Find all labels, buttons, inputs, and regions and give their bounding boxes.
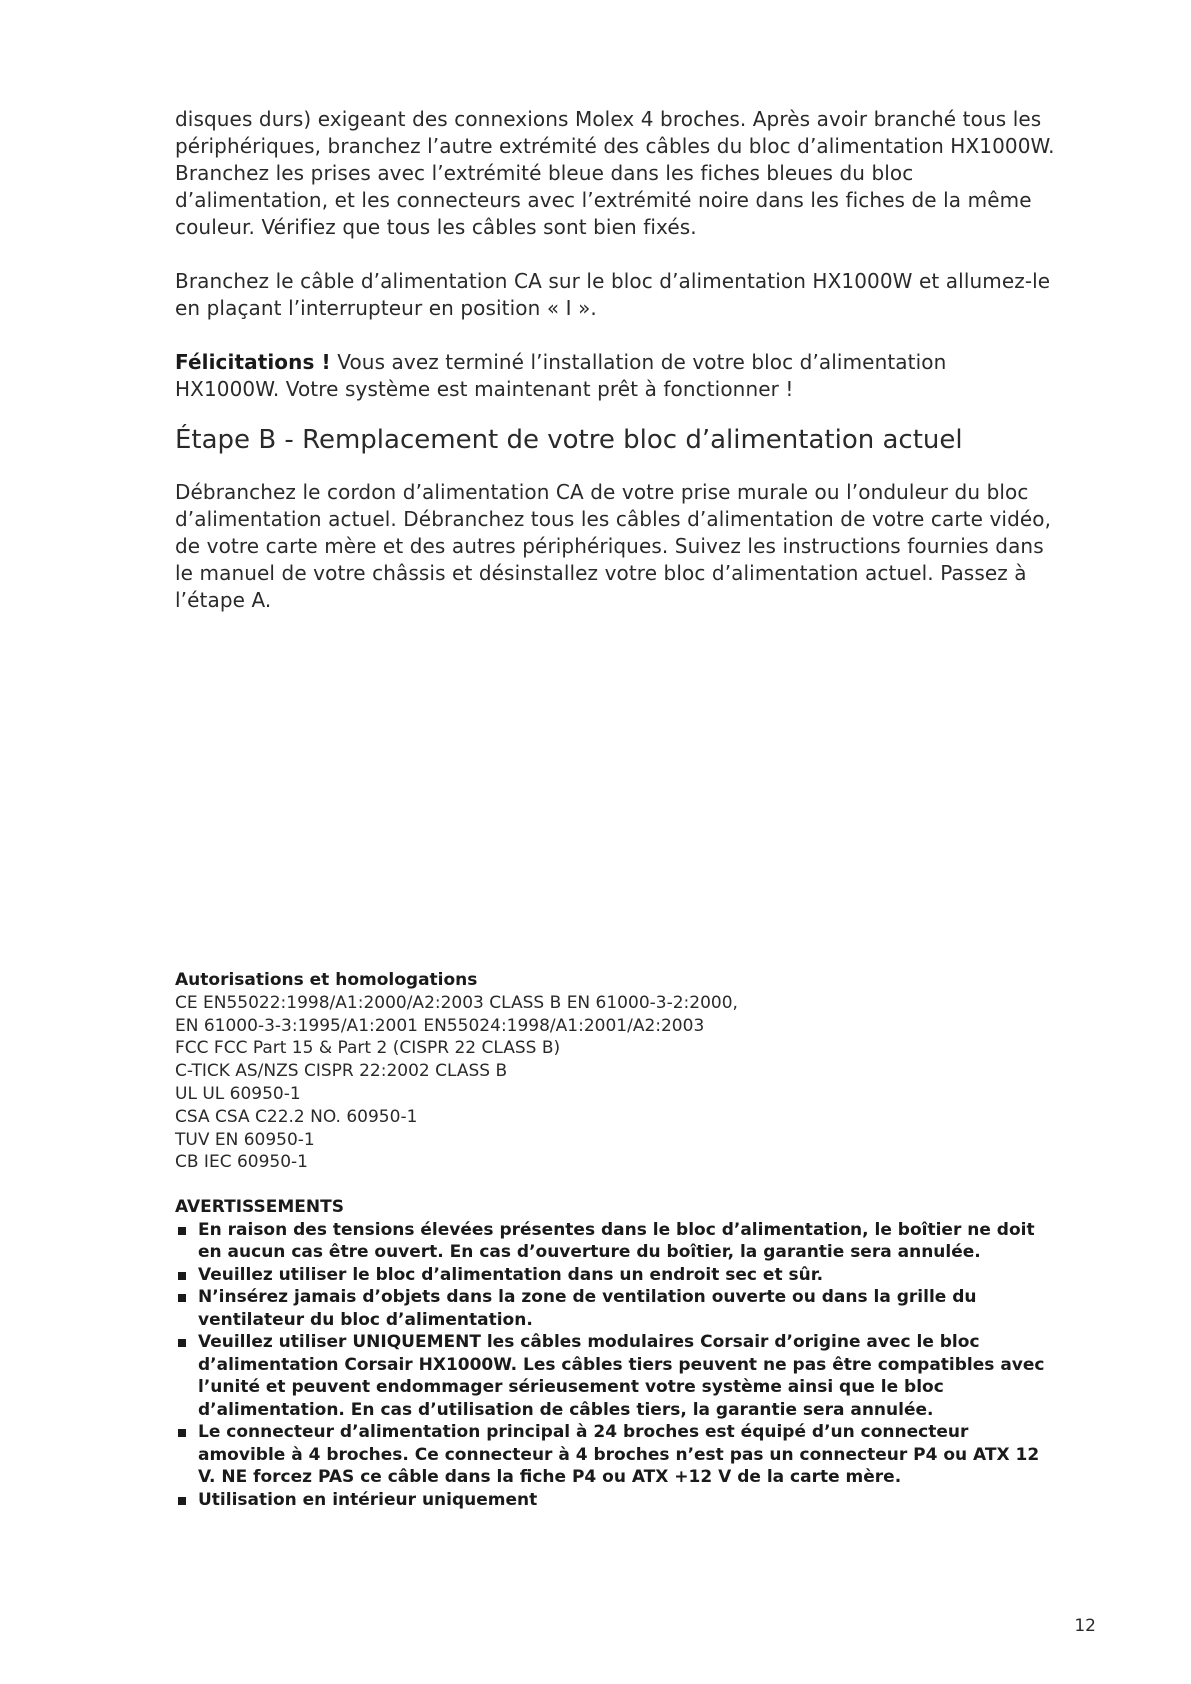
warnings-list [175,1219,1055,1512]
square-bullet-icon [178,1227,186,1235]
certification-line: TUV EN 60950-1 [175,1129,315,1150]
paragraph-step-b: Débranchez le cordon d’alimentation CA de votre prise murale ou l’onduleur du bloc d’alimentation actuel. Débranchez tous les câbles d’alimentation de votre carte vidéo, de votre carte mère et des autres périphériques. Suivez les instructions fournies dans le manuel de votre châssis et désinstallez votre bloc d’alimentation actuel. Passez à l’étape A. [175,480,1052,612]
warning-item [175,1219,1055,1264]
certification-line: UL UL 60950-1 [175,1083,301,1104]
warning-item [175,1489,1055,1512]
certification-line: C-TICK AS/NZS CISPR 22:2002 CLASS B [175,1061,508,1082]
warning-text: Utilisation en intérieur uniquement [198,1489,538,1510]
warning-text: N’insérez jamais d’objets dans la zone de ventilation ouverte ou dans la grille du ventilateur du bloc d’alimentation. [198,1287,977,1330]
main-content [175,106,1055,641]
square-bullet-icon [178,1294,186,1302]
certification-line: FCC FCC Part 15 & Part 2 (CISPR 22 CLASS B) [175,1038,561,1059]
warnings-title: AVERTISSEMENTS [175,1197,344,1217]
warning-item [175,1331,1055,1421]
square-bullet-icon [178,1339,186,1347]
warning-text: Le connecteur d’alimentation principal à 24 broches est équipé d’un connecteur amovible à 4 broches. Ce connecteur à 4 broches n’est pas un connecteur P4 ou ATX 12 V. NE forcez PAS ce câble dans la fiche P4 ou ATX +12 V de la carte mère. [198,1422,1040,1487]
square-bullet-icon [178,1272,186,1280]
congratulations-label: Félicitations ! [175,350,331,374]
square-bullet-icon [178,1497,186,1505]
warning-text: Veuillez utiliser UNIQUEMENT les câbles modulaires Corsair d’origine avec le bloc d’alimentation Corsair HX1000W. Les câbles tiers peuvent ne pas être compatibles avec l’unité et peuvent endommager sérieusement votre système ainsi que le bloc d’alimentation. En cas d’utilisation de câbles tiers, la garantie sera annulée. [198,1332,1045,1420]
paragraph-congratulations [175,349,1055,403]
warnings-section [175,1196,1055,1511]
certification-line: EN 61000-3-3:1995/A1:2001 EN55024:1998/A1:2001/A2:2003 [175,1015,705,1036]
square-bullet-icon [178,1429,186,1437]
warning-text: Veuillez utiliser le bloc d’alimentation dans un endroit sec et sûr. [198,1264,824,1285]
warning-item [175,1264,1055,1287]
certification-line: CB IEC 60950-1 [175,1152,308,1173]
warning-item [175,1421,1055,1489]
paragraph-connect-cables: disques durs) exigeant des connexions Molex 4 broches. Après avoir branché tous les périphériques, branchez l’autre extrémité des câbles du bloc d’alimentation HX1000W. Branchez les prises avec l’extrémité bleue dans les fiches bleues du bloc d’alimentation, et les connecteurs avec l’extrémité noire dans les fiches de la même couleur. Vérifiez que tous les câbles sont bien fixés. [175,107,1055,239]
certification-line: CSA CSA C22.2 NO. 60950-1 [175,1106,418,1127]
paragraph-power-on: Branchez le câble d’alimentation CA sur le bloc d’alimentation HX1000W et allumez-le en plaçant l’interrupteur en position « I ». [175,269,1051,320]
step-b-heading: Étape B - Remplacement de votre bloc d’alimentation actuel [175,425,963,455]
certifications-title: Autorisations et homologations [175,970,478,990]
warning-text: En raison des tensions élevées présentes dans le bloc d’alimentation, le boîtier ne doit en aucun cas être ouvert. En cas d’ouverture du boîtier, la garantie sera annulée. [198,1219,1035,1262]
page-number: 12 [1074,1616,1096,1636]
certifications-section [175,969,1055,1174]
certification-line: CE EN55022:1998/A1:2000/A2:2003 CLASS B EN 61000-3-2:2000, [175,992,738,1013]
warning-item [175,1286,1055,1331]
congratulations-text: Vous avez terminé l’installation de votre bloc d’alimentation HX1000W. Votre système est maintenant prêt à fonctionner ! [175,350,947,401]
